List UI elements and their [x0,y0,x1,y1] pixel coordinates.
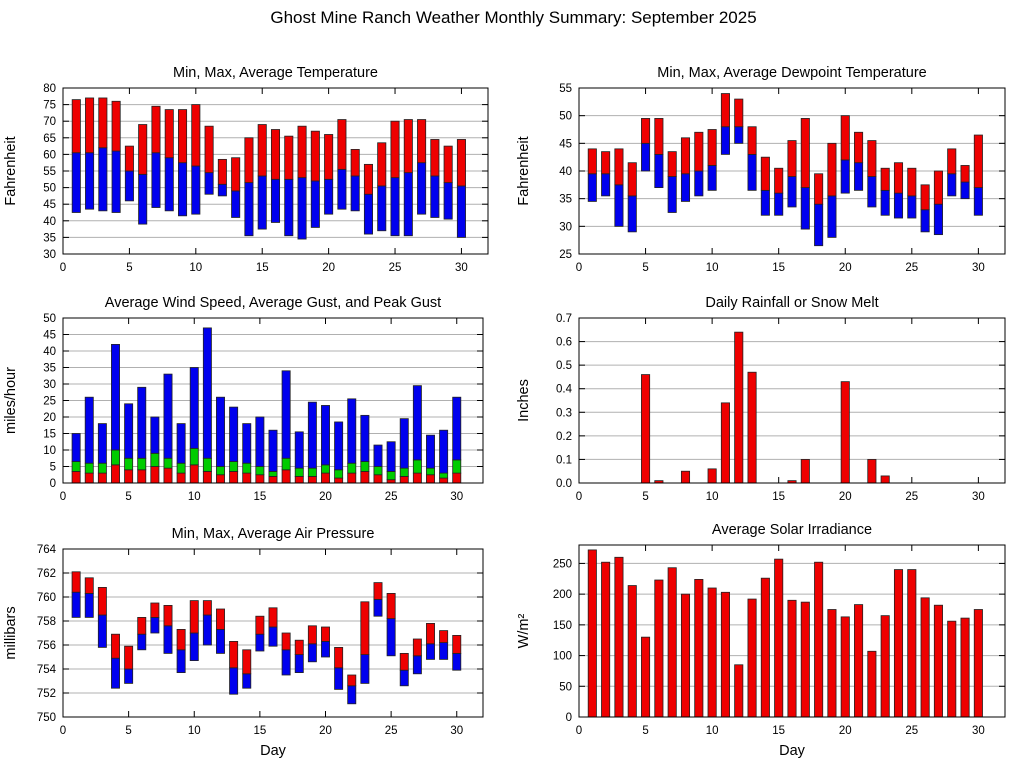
svg-text:100: 100 [552,650,572,663]
svg-text:45: 45 [559,138,572,151]
svg-text:10: 10 [705,491,719,502]
svg-text:0: 0 [59,491,67,502]
svg-text:15: 15 [772,262,786,274]
svg-text:0: 0 [49,478,56,490]
svg-text:0: 0 [565,712,572,724]
svg-text:20: 20 [838,262,852,274]
svg-text:20: 20 [319,725,332,737]
svg-text:10: 10 [189,262,203,274]
svg-text:50: 50 [559,681,572,694]
svg-text:30: 30 [971,491,985,502]
svg-text:0: 0 [575,262,583,274]
svg-text:20: 20 [838,725,852,737]
svg-text:25: 25 [905,491,919,502]
svg-text:20: 20 [838,491,852,502]
svg-text:30: 30 [450,725,464,737]
svg-text:5: 5 [49,461,56,474]
svg-text:750: 750 [36,712,56,724]
svg-text:50: 50 [559,110,572,123]
svg-text:75: 75 [43,99,56,112]
svg-text:5: 5 [125,725,132,737]
svg-text:150: 150 [552,619,572,632]
svg-text:0.0: 0.0 [556,478,572,490]
bars [588,94,982,246]
svg-text:200: 200 [552,589,572,602]
svg-text:70: 70 [43,116,56,129]
svg-text:10: 10 [187,725,201,737]
svg-text:5: 5 [642,725,649,737]
svg-text:40: 40 [43,215,56,228]
svg-text:65: 65 [43,132,56,145]
svg-text:30: 30 [43,379,56,391]
temperature-ylabel: Fahrenheit [3,136,19,206]
svg-text:10: 10 [43,445,56,457]
solar-chart [513,514,1027,772]
svg-text:762: 762 [36,568,56,580]
page-title: Ghost Mine Ranch Weather Monthly Summary: September 2025 [270,8,757,27]
svg-text:25: 25 [388,262,402,274]
wind-title: Average Wind Speed, Average Gust, and Peak Gust [104,295,442,311]
svg-text:0: 0 [575,491,583,502]
wind-ylabel: miles/hour [3,367,19,434]
svg-text:764: 764 [36,544,56,556]
svg-text:15: 15 [253,491,267,502]
svg-text:25: 25 [384,725,398,737]
rainfall-chart [513,288,1027,502]
dewpoint-title: Min, Max, Average Dewpoint Temperature [657,65,927,81]
svg-text:20: 20 [319,491,332,502]
bars [72,572,461,704]
svg-text:40: 40 [559,166,572,178]
svg-text:25: 25 [905,725,919,737]
svg-text:754: 754 [36,664,56,676]
svg-text:0: 0 [59,262,67,274]
svg-text:30: 30 [455,262,468,274]
rainfall-title: Daily Rainfall or Snow Melt [705,295,879,311]
svg-text:0.3: 0.3 [556,407,572,420]
svg-text:5: 5 [126,262,133,274]
bars [588,550,982,717]
svg-text:0: 0 [59,725,67,737]
svg-text:0.6: 0.6 [556,336,572,349]
svg-text:756: 756 [36,640,56,652]
svg-text:30: 30 [971,262,985,274]
svg-text:80: 80 [43,83,56,95]
svg-text:0.5: 0.5 [556,360,572,373]
svg-text:10: 10 [187,491,201,502]
svg-text:20: 20 [322,262,336,274]
svg-text:758: 758 [36,616,56,628]
svg-text:15: 15 [255,262,269,274]
svg-text:0.4: 0.4 [556,383,572,396]
svg-text:5: 5 [642,491,649,502]
svg-text:35: 35 [43,362,56,375]
svg-text:45: 45 [43,329,56,342]
svg-text:50: 50 [43,182,56,195]
svg-text:55: 55 [559,83,572,95]
svg-text:30: 30 [559,221,572,234]
pressure-title: Min, Max, Average Air Pressure [171,526,375,542]
svg-text:40: 40 [43,346,56,358]
svg-text:5: 5 [125,491,132,502]
svg-text:15: 15 [772,725,786,737]
svg-text:250: 250 [552,558,572,571]
svg-text:752: 752 [36,688,56,700]
svg-text:5: 5 [642,262,649,274]
svg-text:35: 35 [559,193,572,206]
dewpoint-ylabel: Fahrenheit [516,136,532,206]
pressure-ylabel: millibars [3,606,19,660]
svg-text:30: 30 [43,249,56,261]
svg-text:50: 50 [43,313,56,325]
bars [641,332,889,483]
svg-text:760: 760 [36,592,56,604]
svg-text:0.2: 0.2 [556,430,572,443]
svg-text:30: 30 [450,491,464,502]
svg-text:25: 25 [384,491,398,502]
svg-text:10: 10 [705,725,719,737]
svg-text:55: 55 [43,166,56,178]
svg-text:0.1: 0.1 [556,454,572,467]
svg-text:45: 45 [43,199,56,212]
svg-text:35: 35 [43,232,56,245]
svg-text:15: 15 [43,428,56,441]
svg-text:25: 25 [905,262,919,274]
svg-text:0.7: 0.7 [556,313,572,325]
solar-xlabel: Day [779,743,805,759]
bars [72,98,465,239]
svg-text:10: 10 [705,262,719,274]
svg-text:60: 60 [43,149,56,162]
svg-text:20: 20 [43,412,56,424]
solar-title: Average Solar Irradiance [711,522,873,538]
svg-text:30: 30 [971,725,985,737]
rainfall-ylabel: Inches [516,379,532,422]
pressure-chart [0,514,513,772]
svg-text:25: 25 [559,249,572,261]
pressure-xlabel: Day [260,743,286,759]
svg-text:15: 15 [772,491,786,502]
svg-text:15: 15 [253,725,267,737]
wind-chart [0,288,513,502]
temperature-title: Min, Max, Average Temperature [173,65,378,81]
svg-text:0: 0 [575,725,583,737]
svg-text:25: 25 [43,395,56,408]
temperature-chart [0,58,513,284]
dewpoint-chart [513,58,1027,284]
solar-ylabel: W/m² [516,613,532,649]
